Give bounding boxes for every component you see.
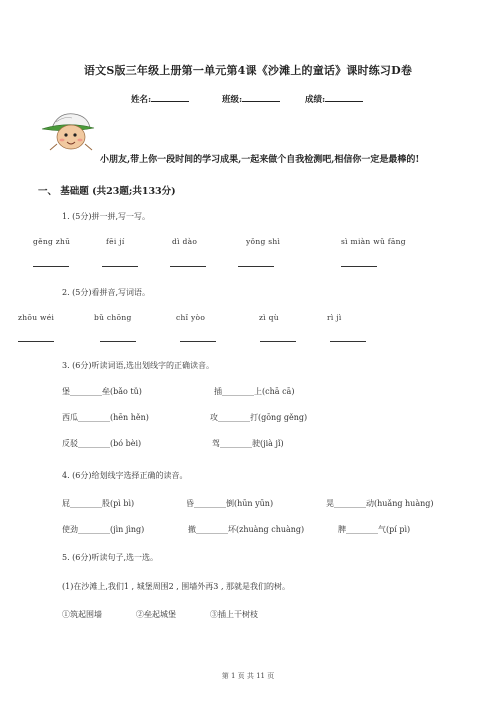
score-field xyxy=(305,93,363,105)
page-footer: 第 1 页 共 11 页 xyxy=(221,672,275,680)
q2-answer-line-5[interactable] xyxy=(330,341,366,342)
q2-answer-line-2[interactable] xyxy=(100,341,136,342)
q1-answer-line-4[interactable] xyxy=(238,266,274,267)
q1-pinyin-4: yǒng shì xyxy=(246,237,281,246)
page-title: 语文S版三年级上册第一单元第4课《沙滩上的童话》课时练习D卷 xyxy=(83,64,413,77)
question-5-stem: 5. (6分)听读句子,选一选。 xyxy=(62,553,159,562)
q2-pinyin-5: rì jì xyxy=(327,313,342,322)
q2-pinyin-2: bǔ chōng xyxy=(94,313,132,322)
q1-answer-line-2[interactable] xyxy=(102,266,138,267)
q4-item-5[interactable]: 撤________坏(zhuàng chuàng) xyxy=(188,525,305,534)
q2-pinyin-4: zì qù xyxy=(259,313,279,322)
question-2-stem: 2. (5分)看拼音,写词语。 xyxy=(62,288,151,297)
q3-item-1[interactable]: 堡________垒(bǎo tǔ) xyxy=(62,387,142,396)
q2-pinyin-3: chǐ yòo xyxy=(176,313,206,322)
q1-pinyin-3: dì dào xyxy=(172,237,198,246)
q2-answer-line-3[interactable] xyxy=(180,341,216,342)
q1-pinyin-1: gěng zhū xyxy=(33,237,71,246)
q5-sentence: (1)在沙滩上,我们1 , 城堡周围2 , 围墙外再3 , 那就是我们的树。 xyxy=(62,582,291,591)
q1-answer-line-3[interactable] xyxy=(170,266,206,267)
q1-answer-line-5[interactable] xyxy=(341,266,377,267)
q4-item-3[interactable]: 晃________动(huǎng huàng) xyxy=(326,499,434,508)
q1-answer-line-1[interactable] xyxy=(33,266,69,267)
q4-item-2[interactable]: 昏________倒(hūn yūn) xyxy=(186,499,274,508)
q2-pinyin-1: zhōu wéi xyxy=(18,313,55,322)
question-3-stem: 3. (6分)听读词语,选出划线字的正确读音。 xyxy=(62,361,215,370)
q4-item-4[interactable]: 使劲________(jìn jìng) xyxy=(62,525,145,534)
q5-option-1[interactable]: ①筑起围墙 xyxy=(62,610,102,619)
name-field xyxy=(131,93,189,105)
score-label: 成绩: xyxy=(305,95,326,105)
q4-item-6[interactable]: 脾________气(pí pì) xyxy=(338,525,411,534)
class-blank[interactable] xyxy=(242,93,280,102)
q1-pinyin-5: sì miàn wǔ fāng xyxy=(341,237,406,246)
q3-item-5[interactable]: 反驳________(bó bèi) xyxy=(62,439,142,448)
motto-text: 小朋友,带上你一段时间的学习成果,一起来做个自我检测吧,相信你一定是最棒的! xyxy=(100,155,420,165)
q1-pinyin-2: fēi jí xyxy=(106,237,125,246)
class-label: 班级: xyxy=(222,95,243,105)
section-heading: 一、 基础题 (共23题;共133分) xyxy=(38,186,176,197)
q2-answer-line-4[interactable] xyxy=(260,341,296,342)
name-label: 姓名: xyxy=(131,95,152,105)
q3-item-3[interactable]: 西瓜________(hēn hěn) xyxy=(62,413,149,422)
q3-item-2[interactable]: 插________上(chā cā) xyxy=(214,387,295,396)
mascot-illustration xyxy=(38,108,100,154)
name-blank[interactable] xyxy=(151,93,189,102)
q4-item-1[interactable]: 屁________股(pì bì) xyxy=(62,499,135,508)
q3-item-6[interactable]: 驾________驶(jià jǐ) xyxy=(212,439,284,448)
q3-item-4[interactable]: 攻________打(gōng gěng) xyxy=(210,413,308,422)
q2-answer-line-1[interactable] xyxy=(18,341,54,342)
score-blank[interactable] xyxy=(325,93,363,102)
question-1-stem: 1. (5分)拼一拼,写一写。 xyxy=(62,212,151,221)
question-4-stem: 4. (6分)给划线字选择正确的读音。 xyxy=(62,471,188,480)
q5-option-2[interactable]: ②垒起城堡 xyxy=(136,610,176,619)
q5-option-3[interactable]: ③插上干树枝 xyxy=(210,610,258,619)
class-field xyxy=(222,93,280,105)
